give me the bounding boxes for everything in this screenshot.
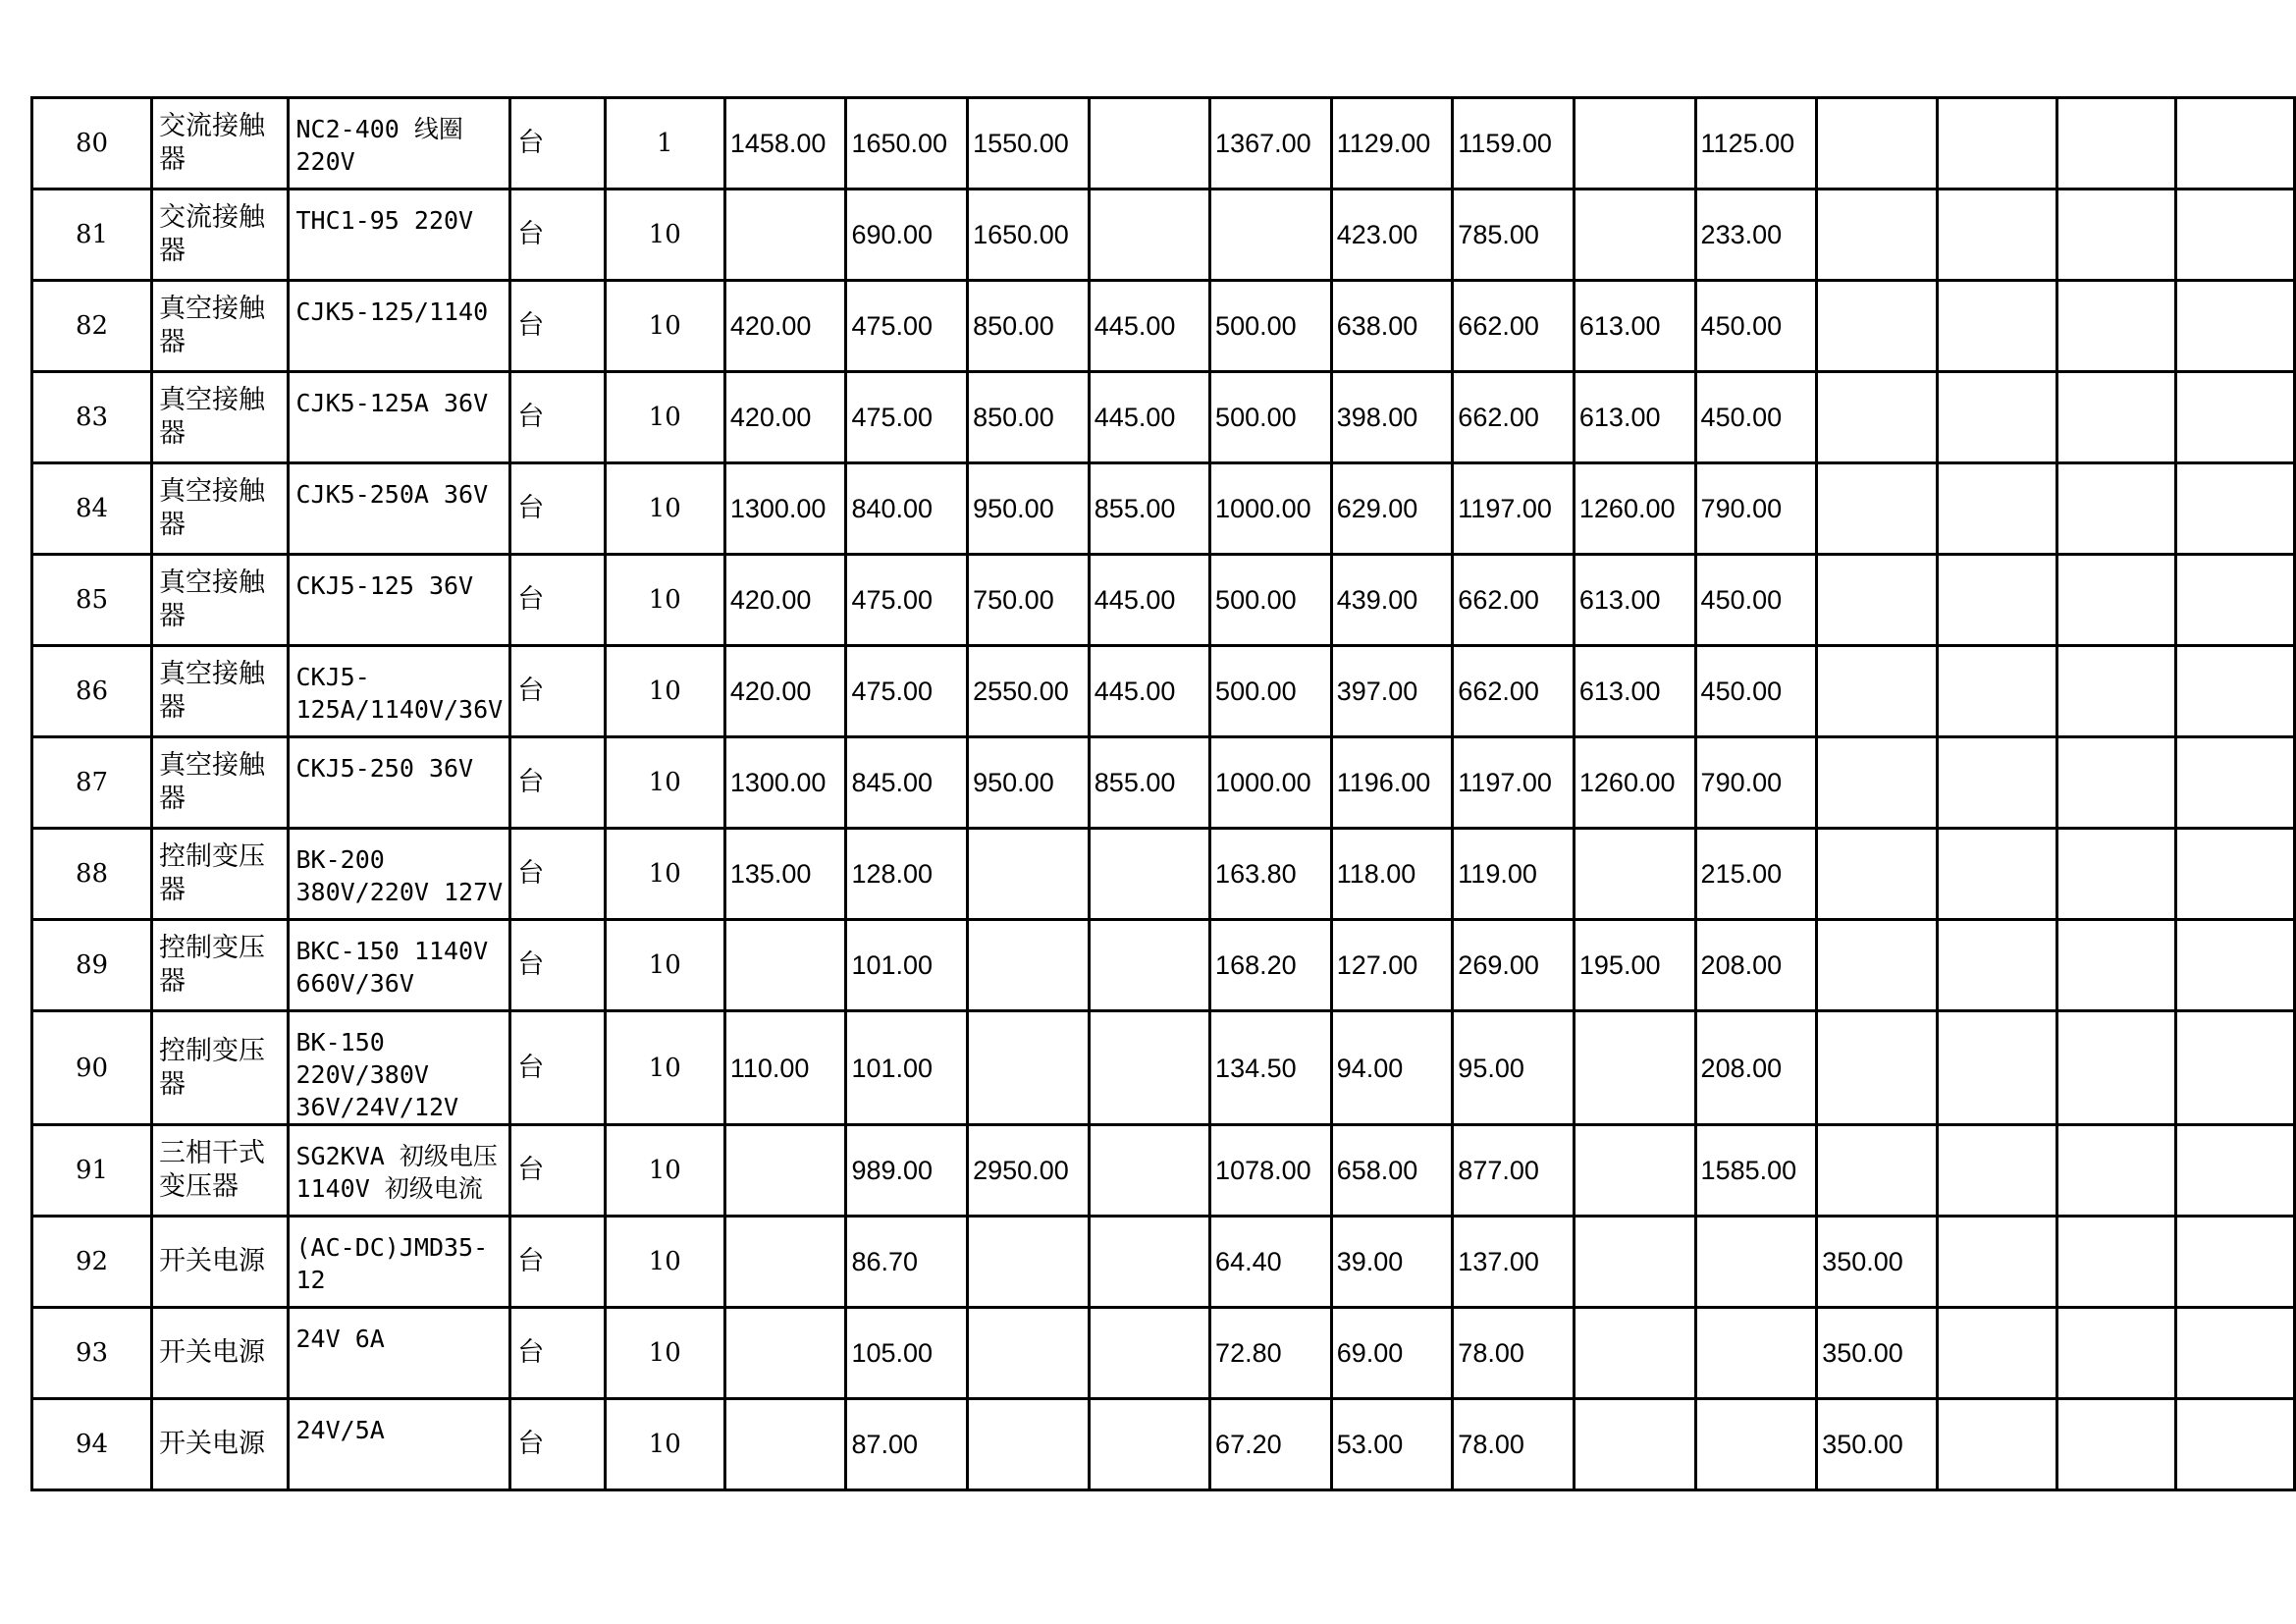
item-name-cell: 真空接触器 [152,737,289,829]
price-cell [2056,372,2175,463]
price-cell [1817,920,1938,1011]
price-cell: 1260.00 [1574,463,1695,555]
price-cell [1089,98,1209,189]
price-cell [1817,737,1938,829]
item-name-cell: 开关电源 [152,1308,289,1399]
table-row [32,920,2295,1011]
item-spec-cell: THC1-95 220V [289,189,510,281]
price-cell [1574,829,1695,920]
price-cell [2056,555,2175,646]
price-cell [2056,98,2175,189]
item-spec-cell: BKC-150 1140V 660V/36V [289,920,510,1011]
price-cell [724,920,846,1011]
price-cell [1574,189,1695,281]
price-cell: 350.00 [1817,1217,1938,1308]
price-cell [1938,737,2056,829]
price-cell: 420.00 [724,372,846,463]
price-cell: 613.00 [1574,555,1695,646]
price-cell: 101.00 [846,920,968,1011]
price-cell [2175,646,2294,737]
price-cell: 350.00 [1817,1399,1938,1490]
price-cell: 662.00 [1453,281,1575,372]
price-cell: 2950.00 [968,1125,1090,1217]
table-row [32,555,2295,646]
price-cell [2175,372,2294,463]
table-row [32,737,2295,829]
quantity-cell: 10 [605,1217,724,1308]
row-number-cell: 94 [32,1399,152,1490]
table-row [32,463,2295,555]
price-cell: 78.00 [1453,1399,1575,1490]
item-spec-cell: BK-200 380V/220V 127V [289,829,510,920]
unit-cell: 台 [510,1308,606,1399]
price-cell: 450.00 [1695,281,1817,372]
price-cell: 233.00 [1695,189,1817,281]
item-spec-cell: CJK5-250A 36V [289,463,510,555]
price-cell [1089,1011,1209,1125]
price-cell [1938,1308,2056,1399]
quantity-cell: 10 [605,1011,724,1125]
row-number-cell: 85 [32,555,152,646]
price-cell [1817,829,1938,920]
price-cell [724,1125,846,1217]
price-cell [2056,281,2175,372]
price-cell [1089,1217,1209,1308]
price-cell: 658.00 [1331,1125,1453,1217]
item-spec-cell: CJK5-125/1140 [289,281,510,372]
price-cell [2175,98,2294,189]
item-name-cell: 真空接触器 [152,281,289,372]
price-cell [2056,1011,2175,1125]
price-cell [1574,1399,1695,1490]
item-spec-cell: CKJ5-250 36V [289,737,510,829]
price-cell [1817,646,1938,737]
quantity-cell: 10 [605,829,724,920]
price-cell: 86.70 [846,1217,968,1308]
price-cell: 67.20 [1210,1399,1332,1490]
price-cell: 850.00 [968,281,1090,372]
price-cell: 475.00 [846,281,968,372]
quantity-cell: 10 [605,189,724,281]
item-name-cell: 开关电源 [152,1217,289,1308]
price-cell: 87.00 [846,1399,968,1490]
quantity-cell: 10 [605,555,724,646]
price-cell [1817,1125,1938,1217]
price-cell: 127.00 [1331,920,1453,1011]
price-cell [1938,555,2056,646]
price-cell: 95.00 [1453,1011,1575,1125]
row-number-cell: 91 [32,1125,152,1217]
price-cell: 105.00 [846,1308,968,1399]
table-row [32,829,2295,920]
price-cell: 445.00 [1089,372,1209,463]
price-cell: 662.00 [1453,646,1575,737]
price-cell [2056,463,2175,555]
price-cell: 439.00 [1331,555,1453,646]
price-cell: 1550.00 [968,98,1090,189]
row-number-cell: 92 [32,1217,152,1308]
price-cell: 950.00 [968,463,1090,555]
price-cell: 500.00 [1210,372,1332,463]
price-cell: 845.00 [846,737,968,829]
price-cell: 855.00 [1089,737,1209,829]
item-name-cell: 交流接触器 [152,189,289,281]
price-cell: 445.00 [1089,555,1209,646]
quantity-cell: 10 [605,1308,724,1399]
price-cell: 450.00 [1695,372,1817,463]
price-cell [2056,829,2175,920]
price-cell [1817,372,1938,463]
item-name-cell: 控制变压器 [152,829,289,920]
quantity-cell: 10 [605,1399,724,1490]
item-spec-cell: 24V 6A [289,1308,510,1399]
price-cell [1938,98,2056,189]
table-row [32,372,2295,463]
price-cell [1938,1399,2056,1490]
row-number-cell: 80 [32,98,152,189]
unit-cell: 台 [510,920,606,1011]
price-cell [968,829,1090,920]
item-spec-cell: (AC-DC)JMD35-12 [289,1217,510,1308]
price-cell: 662.00 [1453,555,1575,646]
price-cell [1089,1125,1209,1217]
price-cell: 1129.00 [1331,98,1453,189]
price-cell: 750.00 [968,555,1090,646]
price-cell: 613.00 [1574,646,1695,737]
row-number-cell: 89 [32,920,152,1011]
unit-cell: 台 [510,372,606,463]
price-cell: 638.00 [1331,281,1453,372]
price-cell: 423.00 [1331,189,1453,281]
unit-cell: 台 [510,98,606,189]
price-cell: 53.00 [1331,1399,1453,1490]
price-cell [1574,1011,1695,1125]
price-cell: 790.00 [1695,737,1817,829]
price-cell: 69.00 [1331,1308,1453,1399]
price-cell: 850.00 [968,372,1090,463]
price-cell [2056,737,2175,829]
quantity-cell: 10 [605,920,724,1011]
price-cell [1938,920,2056,1011]
price-cell: 1197.00 [1453,463,1575,555]
price-cell: 840.00 [846,463,968,555]
price-cell: 1300.00 [724,463,846,555]
price-cell: 1650.00 [968,189,1090,281]
price-cell: 500.00 [1210,646,1332,737]
price-cell: 269.00 [1453,920,1575,1011]
price-cell [2056,1217,2175,1308]
price-cell [2175,1399,2294,1490]
item-name-cell: 控制变压器 [152,920,289,1011]
price-cell [1695,1308,1817,1399]
price-cell: 1300.00 [724,737,846,829]
price-cell: 119.00 [1453,829,1575,920]
price-cell: 613.00 [1574,372,1695,463]
row-number-cell: 93 [32,1308,152,1399]
price-cell: 1650.00 [846,98,968,189]
price-cell [1938,646,2056,737]
price-cell [1574,1217,1695,1308]
item-name-cell: 开关电源 [152,1399,289,1490]
price-cell [724,189,846,281]
quantity-cell: 10 [605,646,724,737]
item-name-cell: 真空接触器 [152,646,289,737]
price-cell [1817,463,1938,555]
row-number-cell: 84 [32,463,152,555]
unit-cell: 台 [510,646,606,737]
price-cell: 1367.00 [1210,98,1332,189]
quantity-cell: 10 [605,372,724,463]
price-cell: 475.00 [846,646,968,737]
price-cell [1695,1217,1817,1308]
item-spec-cell: BK-150 220V/380V 36V/24V/12V [289,1011,510,1125]
price-cell: 500.00 [1210,555,1332,646]
quantity-cell: 10 [605,737,724,829]
price-cell [1938,463,2056,555]
price-cell [968,1011,1090,1125]
price-cell: 445.00 [1089,281,1209,372]
price-cell: 629.00 [1331,463,1453,555]
table-row [32,1308,2295,1399]
row-number-cell: 87 [32,737,152,829]
price-cell: 195.00 [1574,920,1695,1011]
price-cell [1817,281,1938,372]
unit-cell: 台 [510,555,606,646]
price-cell [1817,189,1938,281]
price-cell: 1196.00 [1331,737,1453,829]
price-cell [2175,281,2294,372]
price-cell [1938,372,2056,463]
quantity-cell: 10 [605,1125,724,1217]
price-cell [2175,1308,2294,1399]
price-cell: 1000.00 [1210,737,1332,829]
price-cell: 475.00 [846,555,968,646]
row-number-cell: 88 [32,829,152,920]
table-row [32,1125,2295,1217]
table-row [32,646,2295,737]
price-cell: 1159.00 [1453,98,1575,189]
price-cell: 989.00 [846,1125,968,1217]
price-cell [1817,1011,1938,1125]
price-cell: 208.00 [1695,920,1817,1011]
price-cell: 215.00 [1695,829,1817,920]
item-name-cell: 三相干式变压器 [152,1125,289,1217]
price-cell: 137.00 [1453,1217,1575,1308]
table-row [32,281,2295,372]
quantity-cell: 10 [605,281,724,372]
row-number-cell: 90 [32,1011,152,1125]
item-spec-cell: CKJ5-125 36V [289,555,510,646]
price-cell: 110.00 [724,1011,846,1125]
price-cell: 950.00 [968,737,1090,829]
price-cell [1938,1011,2056,1125]
price-cell: 785.00 [1453,189,1575,281]
price-cell: 445.00 [1089,646,1209,737]
price-cell: 690.00 [846,189,968,281]
price-cell: 118.00 [1331,829,1453,920]
price-cell [1089,1308,1209,1399]
quantity-cell: 1 [605,98,724,189]
item-spec-cell: CJK5-125A 36V [289,372,510,463]
price-cell [1817,98,1938,189]
price-cell [968,1308,1090,1399]
price-cell: 877.00 [1453,1125,1575,1217]
price-cell: 397.00 [1331,646,1453,737]
price-cell [1938,1217,2056,1308]
price-cell [1574,98,1695,189]
table-row [32,1399,2295,1490]
unit-cell: 台 [510,1011,606,1125]
price-cell [1089,1399,1209,1490]
price-cell: 208.00 [1695,1011,1817,1125]
price-cell: 500.00 [1210,281,1332,372]
unit-cell: 台 [510,281,606,372]
item-name-cell: 真空接触器 [152,372,289,463]
price-cell [2175,920,2294,1011]
table-row [32,1217,2295,1308]
row-number-cell: 82 [32,281,152,372]
quantity-cell: 10 [605,463,724,555]
price-cell [2175,463,2294,555]
item-name-cell: 真空接触器 [152,463,289,555]
price-comparison-table [30,96,2296,1491]
unit-cell: 台 [510,737,606,829]
unit-cell: 台 [510,1125,606,1217]
price-cell [1210,189,1332,281]
price-cell: 163.80 [1210,829,1332,920]
price-cell [1938,829,2056,920]
price-cell: 420.00 [724,646,846,737]
price-cell [968,1399,1090,1490]
price-cell [1574,1125,1695,1217]
table-row [32,1011,2295,1125]
price-cell [1938,1125,2056,1217]
price-cell: 64.40 [1210,1217,1332,1308]
table-row [32,189,2295,281]
price-cell: 94.00 [1331,1011,1453,1125]
price-cell: 101.00 [846,1011,968,1125]
price-cell: 78.00 [1453,1308,1575,1399]
unit-cell: 台 [510,1217,606,1308]
item-spec-cell: NC2-400 线圈220V [289,98,510,189]
price-cell [2056,920,2175,1011]
price-cell: 135.00 [724,829,846,920]
item-name-cell: 交流接触器 [152,98,289,189]
price-cell [1089,920,1209,1011]
price-cell [1938,281,2056,372]
price-cell [968,920,1090,1011]
item-name-cell: 真空接触器 [152,555,289,646]
price-cell: 855.00 [1089,463,1209,555]
price-cell: 450.00 [1695,555,1817,646]
price-cell: 1585.00 [1695,1125,1817,1217]
table-body [32,98,2295,1490]
price-cell: 168.20 [1210,920,1332,1011]
price-cell: 39.00 [1331,1217,1453,1308]
price-cell: 134.50 [1210,1011,1332,1125]
row-number-cell: 83 [32,372,152,463]
price-cell [2175,555,2294,646]
price-cell [2175,1217,2294,1308]
price-cell: 2550.00 [968,646,1090,737]
unit-cell: 台 [510,463,606,555]
price-cell [2056,1308,2175,1399]
price-cell: 1260.00 [1574,737,1695,829]
unit-cell: 台 [510,1399,606,1490]
price-cell [2175,1011,2294,1125]
price-cell: 662.00 [1453,372,1575,463]
price-cell [1089,189,1209,281]
price-cell [2056,646,2175,737]
price-cell [2056,1399,2175,1490]
item-spec-cell: SG2KVA 初级电压 1140V 初级电流 [289,1125,510,1217]
price-cell [2175,189,2294,281]
price-cell: 128.00 [846,829,968,920]
price-cell [724,1217,846,1308]
item-spec-cell: 24V/5A [289,1399,510,1490]
price-cell: 613.00 [1574,281,1695,372]
price-cell [1089,829,1209,920]
table-row [32,98,2295,189]
price-cell: 1458.00 [724,98,846,189]
price-cell: 790.00 [1695,463,1817,555]
price-cell [2175,737,2294,829]
unit-cell: 台 [510,189,606,281]
price-cell [724,1399,846,1490]
price-cell: 475.00 [846,372,968,463]
item-spec-cell: CKJ5-125A/1140V/36V [289,646,510,737]
price-cell: 1197.00 [1453,737,1575,829]
price-cell [1938,189,2056,281]
price-cell: 420.00 [724,281,846,372]
price-cell: 1078.00 [1210,1125,1332,1217]
price-cell [1695,1399,1817,1490]
price-cell [968,1217,1090,1308]
price-cell: 450.00 [1695,646,1817,737]
price-cell: 1125.00 [1695,98,1817,189]
price-cell [1574,1308,1695,1399]
item-name-cell: 控制变压器 [152,1011,289,1125]
price-cell [2175,829,2294,920]
row-number-cell: 86 [32,646,152,737]
price-cell [2056,1125,2175,1217]
price-cell: 350.00 [1817,1308,1938,1399]
unit-cell: 台 [510,829,606,920]
price-cell [2175,1125,2294,1217]
price-cell: 72.80 [1210,1308,1332,1399]
price-cell [1817,555,1938,646]
price-cell [2056,189,2175,281]
price-cell: 420.00 [724,555,846,646]
row-number-cell: 81 [32,189,152,281]
price-cell: 1000.00 [1210,463,1332,555]
price-cell [724,1308,846,1399]
price-cell: 398.00 [1331,372,1453,463]
